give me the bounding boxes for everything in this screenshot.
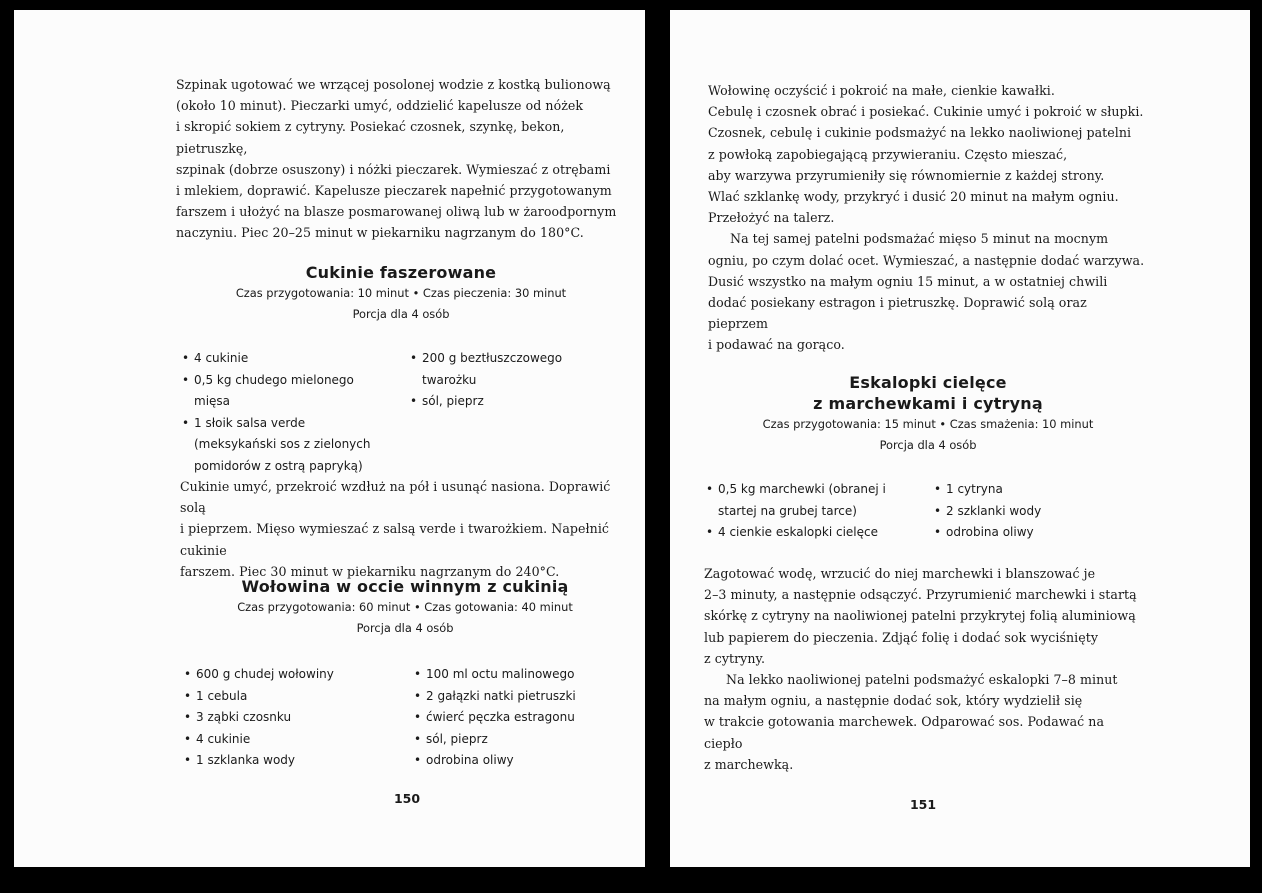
text-line: szpinak (dobrze osuszony) i nóżki pieczarek. Wymieszać z otrębami	[176, 161, 611, 177]
text-line: Na tej samej patelni podsmażać mięso 5 minut na mocnym	[730, 231, 1109, 247]
ingredients-col2	[934, 479, 1114, 544]
ingredient-item: • odrobina oliwy	[934, 522, 1114, 544]
method-cukinie	[180, 476, 640, 582]
text-line: Przełożyć na talerz.	[708, 210, 835, 226]
text-line: Cukinie umyć, przekroić wzdłuż na pół i usunąć nasiona. Doprawić solą	[180, 479, 611, 516]
ingredient-item: • 3 ząbki czosnku	[184, 707, 394, 729]
ingredients-col1	[182, 348, 387, 477]
ingredient-item: • 0,5 kg chudego mielonego mięsa	[182, 370, 387, 413]
text-line: Wlać szklankę wody, przykryć i dusić 20 minut na małym ogniu.	[708, 189, 1119, 205]
ingredient-item: • 2 gałązki natki pietruszki	[414, 686, 614, 708]
recipe-title-line1: Eskalopki cielęce	[849, 373, 1007, 392]
book-spine	[645, 0, 670, 893]
recipe-header-eskalopki	[703, 372, 1153, 456]
text-line: aby warzywa przyrumieniły się równomiernie z każdej strony.	[708, 167, 1105, 183]
text-line: Wołowinę oczyścić i pokroić na małe, cienkie kawałki.	[708, 83, 1055, 98]
recipe-title: Wołowina w occie winnym z cukinią	[241, 577, 569, 596]
recipe-header-wolowina	[170, 576, 640, 639]
text-line: i skropić sokiem z cytryny. Posiekać czosnek, szynkę, bekon, pietruszkę,	[176, 119, 565, 156]
text-line: (około 10 minut). Pieczarki umyć, oddzielić kapelusze od nóżek	[176, 98, 584, 114]
text-line: Na lekko naoliwionej patelni podsmażyć eskalopki 7–8 minut	[726, 672, 1118, 688]
ingredient-item: • 2 szklanki wody	[934, 501, 1114, 523]
text-line: farszem i ułożyć na blasze posmarowanej oliwą lub w żaroodpornym	[176, 204, 617, 220]
ingredient-item: • 1 cebula	[184, 686, 394, 708]
text-line: i pieprzem. Mięso wymieszać z salsą verde i twarożkiem. Napełnić cukinie	[180, 521, 610, 558]
ingredient-item: • 1 słoik salsa verde (meksykański sos z zielonych pomidorów z ostrą papryką)	[182, 413, 387, 478]
ingredient-item: • 4 cienkie eskalopki cielęce	[706, 522, 886, 544]
recipe-time: Czas przygotowania: 15 minut • Czas smażenia: 10 minut	[762, 417, 1094, 431]
ingredient-item: • 1 szklanka wody	[184, 750, 394, 772]
method-eskalopki	[704, 563, 1144, 775]
recipe-title-line2: z marchewkami i cytryną	[813, 394, 1043, 413]
text-line: Cebulę i czosnek obrać i posiekać. Cukinie umyć i pokroić w słupki.	[708, 104, 1144, 120]
text-line: Czosnek, cebulę i cukinie podsmażyć na lekko naoliwionej patelni	[708, 125, 1132, 141]
ingredient-item: • 4 cukinie	[184, 729, 394, 751]
ingredient-item: • sól, pieprz	[410, 391, 570, 413]
recipe-time: Czas przygotowania: 60 minut • Czas gotowania: 40 minut	[237, 600, 573, 614]
text-line: i podawać na gorąco.	[708, 337, 845, 353]
text-line: na małym ogniu, a następnie dodać sok, który wydzielił się	[704, 693, 1083, 709]
ingredient-item: • 100 ml octu malinowego	[414, 664, 614, 686]
ingredient-item: • odrobina oliwy	[414, 750, 614, 772]
ingredients-col1	[706, 479, 886, 544]
ingredients-col2	[414, 664, 614, 772]
text-line: i mlekiem, doprawić. Kapelusze pieczarek napełnić przygotowanym	[176, 183, 612, 199]
recipe-portion: Porcja dla 4 osób	[356, 621, 454, 635]
recipe-header-cukinie	[176, 262, 626, 325]
text-line: 2–3 minuty, a następnie odsączyć. Przyrumienić marchewki i startą	[704, 587, 1137, 603]
ingredient-item: • 4 cukinie	[182, 348, 387, 370]
recipe-portion: Porcja dla 4 osób	[352, 307, 450, 321]
ingredient-item: • 600 g chudej wołowiny	[184, 664, 394, 686]
text-line: dodać posiekany estragon i pietruszkę. Doprawić solą oraz pieprzem	[708, 295, 1087, 332]
method-wolowina	[708, 80, 1148, 356]
ingredient-item: • sól, pieprz	[414, 729, 614, 751]
text-line: skórkę z cytryny na naoliwionej patelni przykrytej folią aluminiową	[704, 608, 1136, 624]
ingredient-item: • 0,5 kg marchewki (obranej i startej na grubej tarce)	[706, 479, 886, 522]
text-line: farszem. Piec 30 minut w piekarniku nagrzanym do 240°C.	[180, 563, 560, 579]
text-line: naczyniu. Piec 20–25 minut w piekarniku nagrzanym do 180°C.	[176, 225, 584, 241]
text-line: lub papierem do pieczenia. Zdjąć folię i dodać sok wyciśnięty	[704, 629, 1098, 645]
intro-paragraph	[176, 74, 636, 244]
page-number: 151	[909, 797, 937, 812]
text-line: Dusić wszystko na małym ogniu 15 minut, a w ostatniej chwili	[708, 273, 1108, 289]
ingredient-item: • 200 g beztłuszczowego twarożku	[410, 348, 570, 391]
text-line: z marchewką.	[704, 756, 794, 772]
text-line: ogniu, po czym dolać ocet. Wymieszać, a następnie dodać warzywa.	[708, 252, 1145, 268]
ingredient-item: • 1 cytryna	[934, 479, 1114, 501]
text-line: w trakcie gotowania marchewek. Odparować sos. Podawać na ciepło	[704, 714, 1105, 751]
recipe-portion: Porcja dla 4 osób	[879, 438, 977, 452]
text-line: Zagotować wodę, wrzucić do niej marchewki i blanszować je	[704, 566, 1096, 581]
ingredients-col2	[410, 348, 570, 413]
text-line: Szpinak ugotować we wrzącej posolonej wodzie z kostką bulionową	[176, 77, 611, 92]
ingredient-item: • ćwierć pęczka estragonu	[414, 707, 614, 729]
text-line: z cytryny.	[704, 650, 766, 666]
recipe-title: Cukinie faszerowane	[305, 263, 497, 282]
recipe-time: Czas przygotowania: 10 minut • Czas pieczenia: 30 minut	[235, 286, 567, 300]
ingredients-col1	[184, 664, 394, 772]
page-number: 150	[393, 791, 421, 806]
text-line: z powłoką zapobiegającą przywieraniu. Często mieszać,	[708, 146, 1068, 162]
